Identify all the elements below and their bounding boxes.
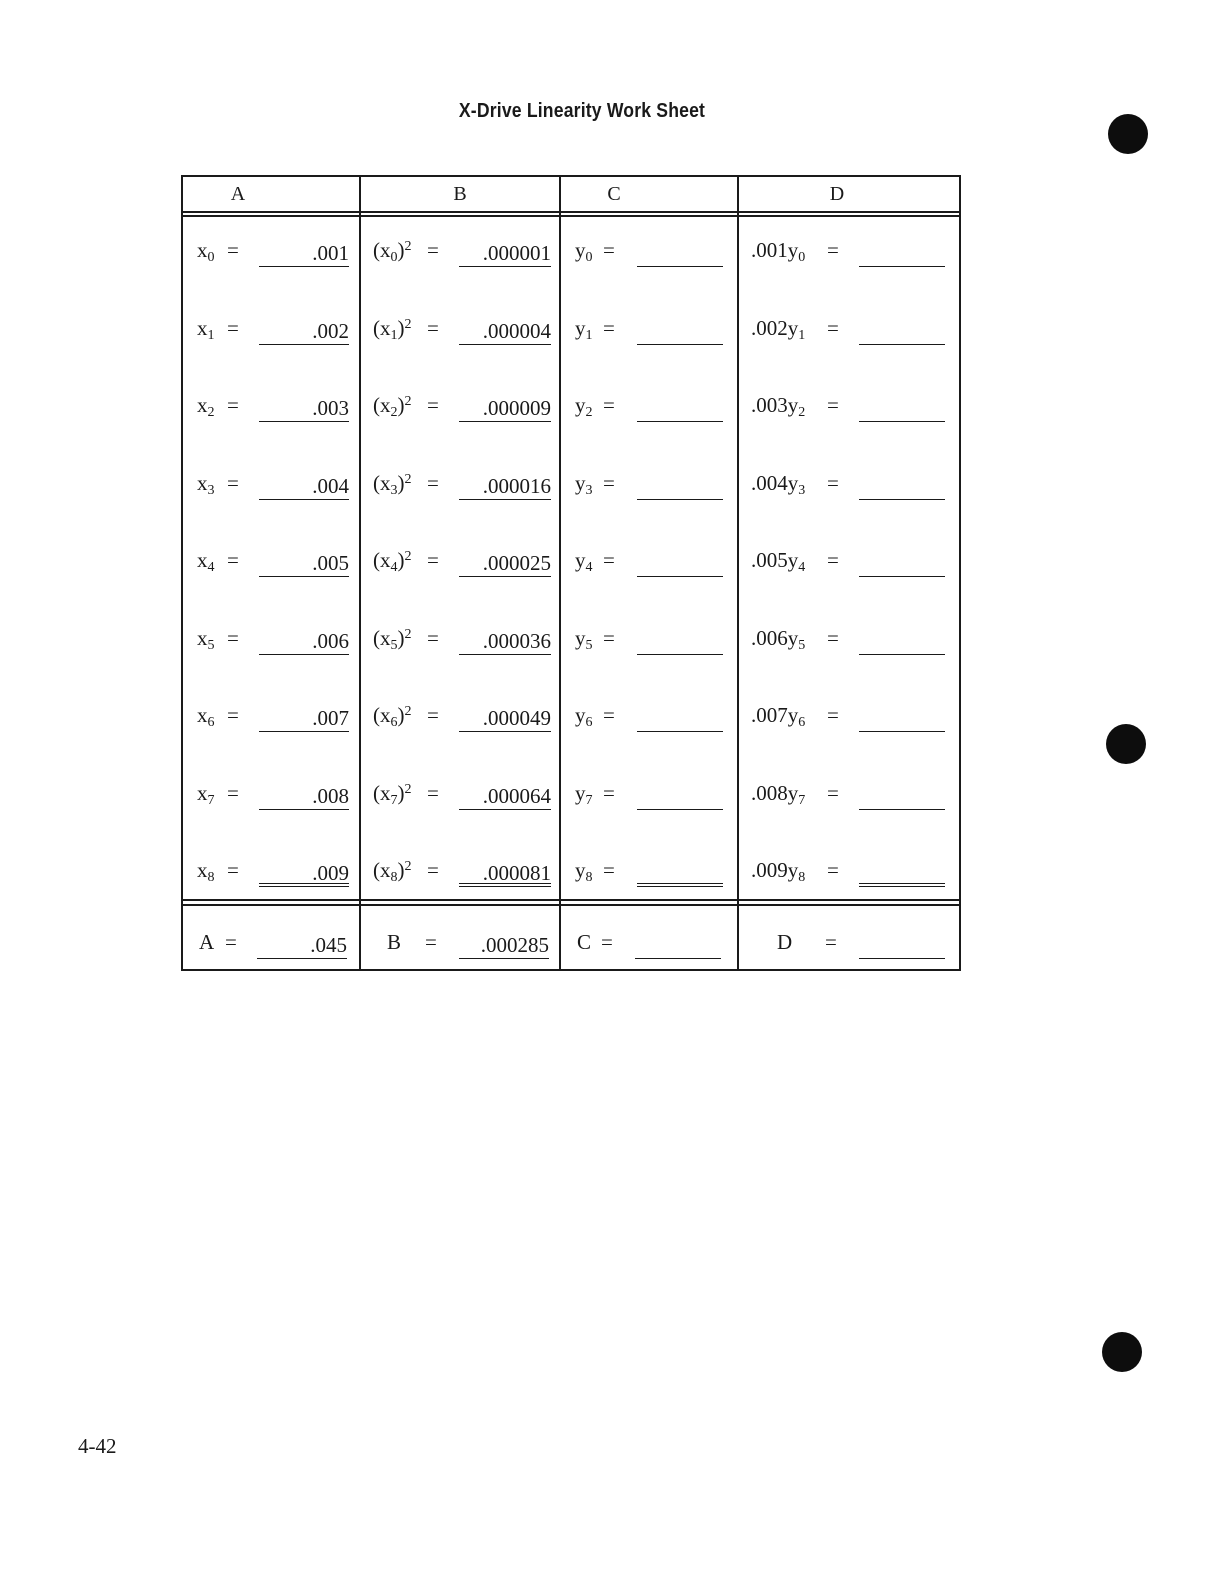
y-label: $y_1$ <box>575 315 593 343</box>
totals-divider <box>183 904 959 906</box>
equals-sign: = <box>427 548 439 572</box>
equals-sign: = <box>827 625 839 650</box>
total-b-label: B <box>387 930 402 954</box>
cell-xy-product <box>739 845 961 895</box>
x-squared-value: .000049 <box>459 704 551 732</box>
total-a-cell <box>183 917 359 967</box>
total-d-value[interactable] <box>859 931 945 959</box>
y-value-blank[interactable] <box>637 472 723 500</box>
equals-sign: = <box>603 703 615 727</box>
y-value-blank[interactable] <box>637 782 723 810</box>
x-squared-label: $(x_1)^2$ <box>373 315 412 343</box>
equals-sign: = <box>827 703 839 727</box>
xy-product-label: $.004y_3$ <box>751 470 806 498</box>
total-a-value: .045 <box>257 931 347 959</box>
x-squared-label: $(x_2)^2$ <box>373 393 412 420</box>
x-squared-label: $(x_8)^2$ <box>373 858 412 885</box>
equals-sign: = <box>827 548 839 572</box>
equals-sign: = <box>603 780 615 805</box>
x-squared-label: $(x_0)^2$ <box>373 238 412 265</box>
x-squared-value: .000064 <box>459 782 551 810</box>
total-c-label: C <box>577 930 592 954</box>
y-value-blank[interactable] <box>637 394 723 422</box>
x-label: $x_5$ <box>197 625 215 653</box>
header-divider <box>183 211 959 213</box>
header-divider <box>183 215 959 217</box>
x-value: .001 <box>259 239 349 267</box>
y-label: $y_0$ <box>575 238 593 265</box>
cell-x <box>183 768 359 818</box>
xy-product-value-blank[interactable] <box>859 394 945 422</box>
x-squared-label: $(x_5)^2$ <box>373 625 412 653</box>
cell-x-squared <box>361 690 559 740</box>
cell-x-squared <box>361 303 559 353</box>
y-value-blank[interactable] <box>637 239 723 267</box>
equals-sign: = <box>427 625 439 650</box>
equals-sign: = <box>427 393 439 417</box>
total-b-cell <box>361 917 559 967</box>
y-label: $y_4$ <box>575 548 593 575</box>
x-squared-label: $(x_6)^2$ <box>373 703 412 730</box>
cell-x <box>183 303 359 353</box>
x-value: .005 <box>259 549 349 577</box>
total-c-cell <box>561 917 737 967</box>
table-row <box>183 613 959 663</box>
cell-x <box>183 845 359 895</box>
table-row <box>183 380 959 430</box>
cell-x-squared <box>361 380 559 430</box>
x-value: .007 <box>259 704 349 732</box>
xy-product-label: $.005y_4$ <box>751 548 806 575</box>
cell-xy-product <box>739 768 961 818</box>
y-value-blank[interactable] <box>637 627 723 655</box>
cell-x <box>183 535 359 585</box>
cell-x-squared <box>361 225 559 275</box>
cell-x <box>183 690 359 740</box>
y-label: $y_2$ <box>575 393 593 420</box>
xy-product-label: $.002y_1$ <box>751 315 806 343</box>
y-label: $y_3$ <box>575 470 593 498</box>
cell-y <box>561 690 737 740</box>
equals-sign: = <box>603 238 615 262</box>
x-squared-value: .000081 <box>459 859 551 887</box>
equals-sign: = <box>227 315 239 340</box>
x-squared-value: .000004 <box>459 317 551 345</box>
worksheet-table <box>181 175 961 971</box>
x-label: $x_8$ <box>197 858 215 885</box>
equals-sign: = <box>425 930 437 954</box>
column-header-b: B <box>453 183 467 205</box>
equals-sign: = <box>227 858 239 882</box>
x-squared-value: .000025 <box>459 549 551 577</box>
x-squared-value: .000009 <box>459 394 551 422</box>
y-value-blank[interactable] <box>637 859 723 887</box>
cell-y <box>561 613 737 663</box>
equals-sign: = <box>427 315 439 340</box>
equals-sign: = <box>827 470 839 495</box>
column-header-d: D <box>829 183 845 205</box>
equals-sign: = <box>603 858 615 882</box>
equals-sign: = <box>225 930 237 954</box>
cell-xy-product <box>739 225 961 275</box>
xy-product-value-blank[interactable] <box>859 782 945 810</box>
cell-y <box>561 303 737 353</box>
xy-product-label: $.001y_0$ <box>751 238 806 265</box>
x-value: .002 <box>259 317 349 345</box>
cell-y <box>561 380 737 430</box>
x-value: .006 <box>259 627 349 655</box>
xy-product-label: $.009y_8$ <box>751 858 806 885</box>
equals-sign: = <box>227 470 239 495</box>
xy-product-label: $.006y_5$ <box>751 625 806 653</box>
y-label: $y_7$ <box>575 780 593 808</box>
equals-sign: = <box>427 858 439 882</box>
table-row <box>183 225 959 275</box>
table-row <box>183 535 959 585</box>
xy-product-label: $.008y_7$ <box>751 780 806 808</box>
equals-sign: = <box>603 625 615 650</box>
column-header-a: A <box>230 183 246 205</box>
equals-sign: = <box>603 315 615 340</box>
cell-xy-product <box>739 535 961 585</box>
xy-product-value-blank[interactable] <box>859 317 945 345</box>
equals-sign: = <box>427 780 439 805</box>
binder-hole-middle <box>1106 724 1146 764</box>
equals-sign: = <box>227 238 239 262</box>
table-row <box>183 768 959 818</box>
xy-product-value-blank[interactable] <box>859 472 945 500</box>
x-label: $x_2$ <box>197 393 215 420</box>
xy-product-value-blank[interactable] <box>859 239 945 267</box>
y-label: $y_5$ <box>575 625 593 653</box>
equals-sign: = <box>603 393 615 417</box>
x-label: $x_6$ <box>197 703 215 730</box>
equals-sign: = <box>827 780 839 805</box>
equals-sign: = <box>227 393 239 417</box>
cell-y <box>561 225 737 275</box>
cell-x <box>183 380 359 430</box>
cell-y <box>561 535 737 585</box>
y-value-blank[interactable] <box>637 317 723 345</box>
x-value: .009 <box>259 859 349 887</box>
total-d-label: D <box>777 930 793 954</box>
x-label: $x_3$ <box>197 470 215 498</box>
xy-product-label: $.003y_2$ <box>751 393 806 420</box>
cell-y <box>561 845 737 895</box>
x-value: .004 <box>259 472 349 500</box>
cell-xy-product <box>739 690 961 740</box>
equals-sign: = <box>227 625 239 650</box>
page-number: 4-42 <box>78 1434 117 1458</box>
cell-x-squared <box>361 458 559 508</box>
x-value: .008 <box>259 782 349 810</box>
xy-product-value-blank[interactable] <box>859 704 945 732</box>
equals-sign: = <box>427 238 439 262</box>
equals-sign: = <box>603 548 615 572</box>
cell-x-squared <box>361 535 559 585</box>
cell-xy-product <box>739 458 961 508</box>
x-value: .003 <box>259 394 349 422</box>
table-row <box>183 845 959 895</box>
x-squared-label: $(x_4)^2$ <box>373 548 412 575</box>
totals-divider <box>183 899 959 901</box>
table-row <box>183 690 959 740</box>
binder-hole-top <box>1108 114 1148 154</box>
total-a-label: A <box>199 930 215 954</box>
cell-x <box>183 613 359 663</box>
column-header-c: C <box>607 183 621 205</box>
equals-sign: = <box>601 930 613 954</box>
table-row <box>183 458 959 508</box>
equals-sign: = <box>227 780 239 805</box>
x-squared-value: .000001 <box>459 239 551 267</box>
x-label: $x_1$ <box>197 315 215 343</box>
equals-sign: = <box>825 930 837 954</box>
equals-sign: = <box>227 548 239 572</box>
equals-sign: = <box>827 315 839 340</box>
y-value-blank[interactable] <box>637 704 723 732</box>
x-squared-label: $(x_7)^2$ <box>373 780 412 808</box>
x-label: $x_7$ <box>197 780 215 808</box>
x-squared-value: .000016 <box>459 472 551 500</box>
table-row <box>183 303 959 353</box>
cell-xy-product <box>739 380 961 430</box>
total-c-value[interactable] <box>635 931 721 959</box>
xy-product-label: $.007y_6$ <box>751 703 806 730</box>
cell-xy-product <box>739 613 961 663</box>
totals-row <box>183 917 959 967</box>
equals-sign: = <box>827 238 839 262</box>
worksheet-title: X-Drive Linearity Work Sheet <box>458 100 706 122</box>
y-label: $y_6$ <box>575 703 593 730</box>
cell-x-squared <box>361 768 559 818</box>
x-squared-value: .000036 <box>459 627 551 655</box>
xy-product-value-blank[interactable] <box>859 859 945 887</box>
cell-x-squared <box>361 613 559 663</box>
cell-y <box>561 768 737 818</box>
equals-sign: = <box>827 858 839 882</box>
binder-hole-bottom <box>1102 1332 1142 1372</box>
total-d-cell <box>739 917 961 967</box>
equals-sign: = <box>827 393 839 417</box>
equals-sign: = <box>427 470 439 495</box>
y-label: $y_8$ <box>575 858 593 885</box>
cell-x <box>183 458 359 508</box>
x-squared-label: $(x_3)^2$ <box>373 470 412 498</box>
cell-xy-product <box>739 303 961 353</box>
cell-x-squared <box>361 845 559 895</box>
y-value-blank[interactable] <box>637 549 723 577</box>
equals-sign: = <box>427 703 439 727</box>
x-label: $x_4$ <box>197 548 215 575</box>
total-b-value: .000285 <box>459 931 549 959</box>
xy-product-value-blank[interactable] <box>859 627 945 655</box>
equals-sign: = <box>227 703 239 727</box>
cell-x <box>183 225 359 275</box>
equals-sign: = <box>603 470 615 495</box>
cell-y <box>561 458 737 508</box>
x-label: $x_0$ <box>197 238 215 265</box>
xy-product-value-blank[interactable] <box>859 549 945 577</box>
